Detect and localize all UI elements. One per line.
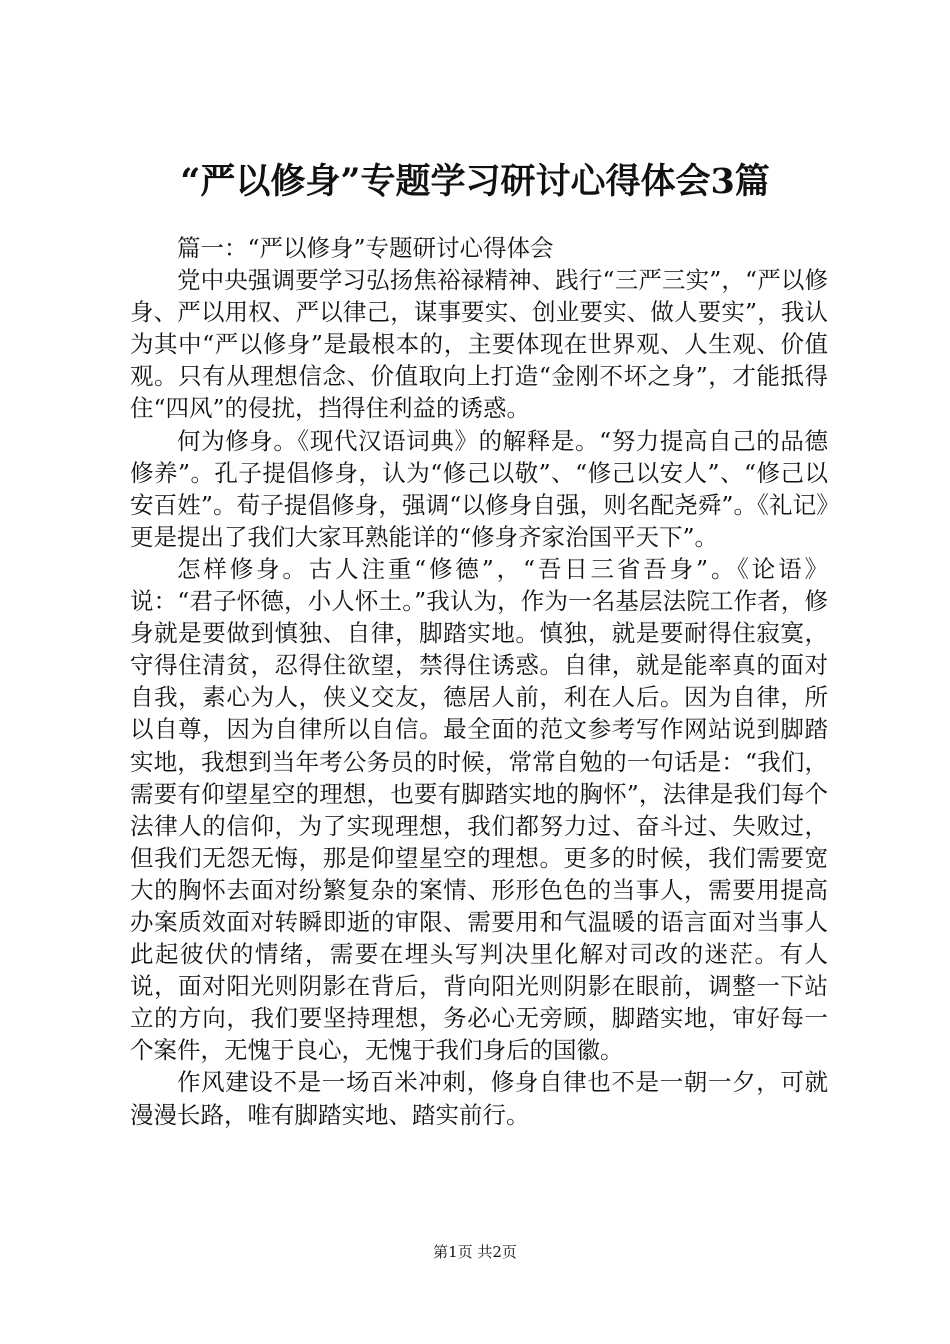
paragraph: 作风建设不是一场百米冲刺，修身自律也不是一朝一夕，可就漫漫长路，唯有脚踏实地、踏实前行。: [130, 1068, 828, 1129]
paragraph: 何为修身。《现代汉语词典》的解释是。“努力提高自己的品德修养”。孔子提倡修身，认为“修己以敬”、“修己以安人”、“修己以安百姓”。荀子提倡修身，强调“以修身自强，则名配尧舜”。《礼记》更是提出了我们大家耳熟能详的“修身齐家治国平天下”。: [130, 426, 828, 551]
document-body: [130, 232, 828, 1131]
paragraph-section-heading: 篇一：“严以修身”专题研讨心得体会: [177, 234, 554, 262]
paragraph: 怎样修身。古人注重“修德”，“吾日三省吾身”。《论语》说：“君子怀德，小人怀土。”我认为，作为一名基层法院工作者，修身就是要做到慎独、自律，脚踏实地。慎独，就是要耐得住寂寞，守得住清贫，忍得住欲望，禁得住诱惑。自律，就是能率真的面对自我，素心为人，侠义交友，德居人前，利在人后。因为自律，所以自尊，因为自律所以自信。最全面的范文参考写作网站说到脚踏实地，我想到当年考公务员的时候，常常自勉的一句话是：“我们，需要有仰望星空的理想，也要有脚踏实地的胸怀”，法律是我们每个法律人的信仰，为了实现理想，我们都努力过、奋斗过、失败过，但我们无怨无悔，那是仰望星空的理想。更多的时候，我们需要宽大的胸怀去面对纷繁复杂的案情、形形色色的当事人，需要用提高办案质效面对转瞬即逝的审限、需要用和气温暖的语言面对当事人此起彼伏的情绪，需要在埋头写判决里化解对司改的迷茫。有人说，面对阳光则阴影在背后，背向阳光则阴影在眼前，调整一下站立的方向，我们要坚持理想，务必心无旁顾，脚踏实地，审好每一个案件，无愧于良心，无愧于我们身后的国徽。: [130, 554, 828, 1065]
document-title: “严以修身”专题学习研讨心得体会3篇: [180, 161, 770, 202]
paragraph: 党中央强调要学习弘扬焦裕禄精神、践行“三严三实”，“严以修身、严以用权、严以律己，谋事要实、创业要实、做人要实”，我认为其中“严以修身”是最根本的，主要体现在世界观、人生观、价值观。只有从理想信念、价值取向上打造“金刚不坏之身”，才能抵得住“四风”的侵扰，挡得住利益的诱惑。: [130, 266, 828, 423]
page-number-footer: 第1页 共2页: [433, 1243, 517, 1261]
